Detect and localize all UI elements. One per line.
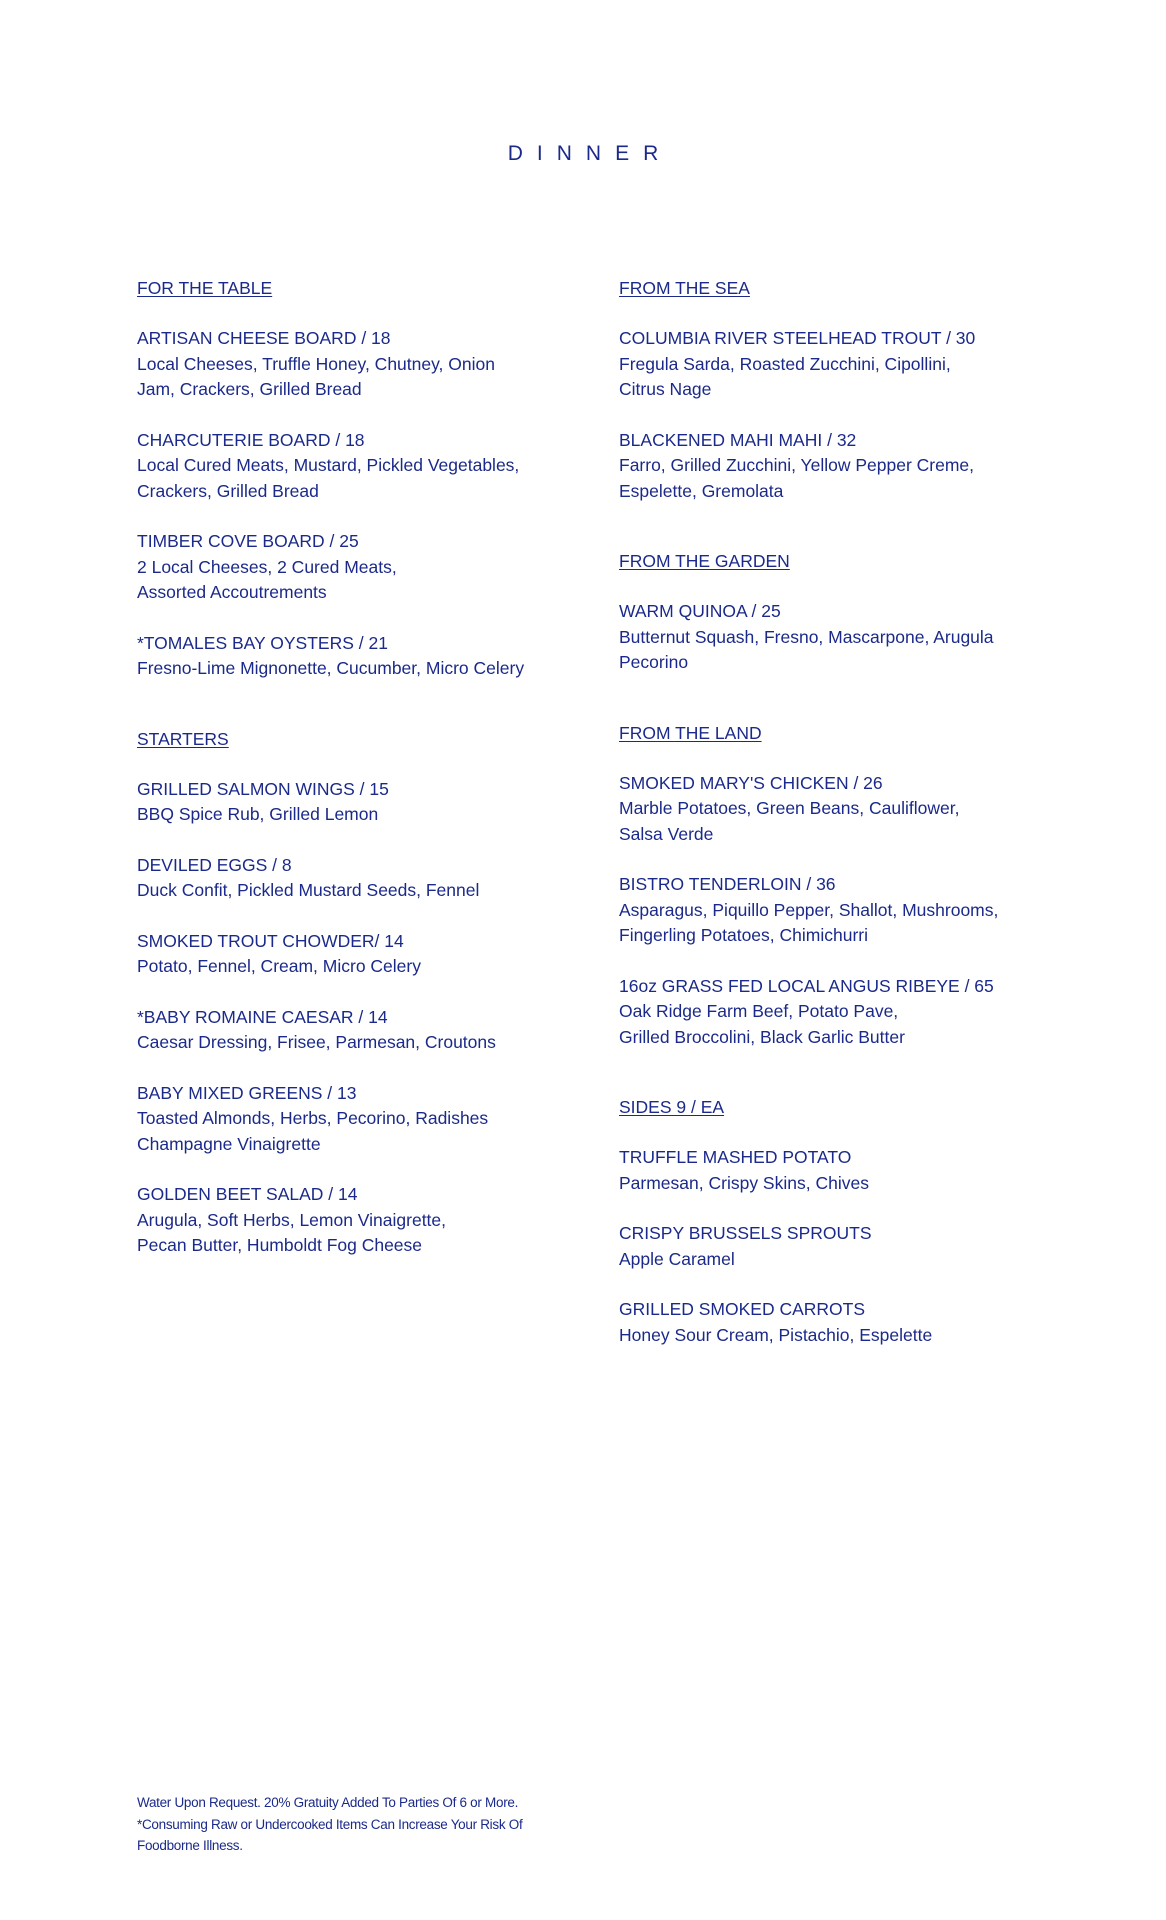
menu-item-name: TRUFFLE MASHED POTATO — [619, 1147, 852, 1167]
menu-item — [137, 929, 577, 980]
menu-item-description: Arugula, Soft Herbs, Lemon Vinaigrette, — [137, 1209, 447, 1230]
menu-item-name: GOLDEN BEET SALAD / 14 — [137, 1184, 358, 1204]
section-heading: STARTERS — [137, 728, 229, 749]
menu-item-description: Fregula Sarda, Roasted Zucchini, Cipollini, — [619, 353, 951, 374]
menu-item-name: COLUMBIA RIVER STEELHEAD TROUT / 30 — [619, 328, 976, 348]
menu-item — [137, 1081, 577, 1158]
section-sides-9-ea — [619, 1095, 1079, 1348]
menu-item-description: Caesar Dressing, Frisee, Parmesan, Croutons — [137, 1032, 496, 1052]
menu-item-name: CRISPY BRUSSELS SPROUTS — [619, 1223, 872, 1243]
menu-item — [619, 1297, 1079, 1348]
menu-item-name: GRILLED SMOKED CARROTS — [619, 1299, 866, 1319]
menu-item-description: Apple Caramel — [619, 1248, 735, 1269]
section-heading: FOR THE TABLE — [137, 278, 273, 298]
left-column — [137, 276, 577, 1284]
menu-item-name: SMOKED MARY'S CHICKEN / 26 — [619, 772, 883, 793]
menu-item-name: WARM QUINOA / 25 — [619, 601, 781, 621]
menu-item-name: BLACKENED MAHI MAHI / 32 — [619, 429, 857, 450]
menu-item-description: Parmesan, Crispy Skins, Chives — [619, 1172, 869, 1193]
menu-item-name: BISTRO TENDERLOIN / 36 — [619, 874, 836, 894]
menu-item — [137, 529, 577, 606]
menu-item — [137, 1005, 577, 1056]
menu-item — [619, 1221, 1079, 1272]
menu-item-description: Fresno-Lime Mignonette, Cucumber, Micro Celery — [137, 658, 525, 678]
menu-item-description: Potato, Fennel, Cream, Micro Celery — [137, 956, 421, 976]
menu-item-description: Citrus Nage — [619, 379, 712, 399]
menu-item-name: 16oz GRASS FED LOCAL ANGUS RIBEYE / 65 — [619, 975, 994, 996]
footer-line: *Consuming Raw or Undercooked Items Can Increase Your Risk Of — [137, 1816, 523, 1832]
menu-item — [619, 974, 1079, 1051]
menu-item-name: TIMBER COVE BOARD / 25 — [137, 531, 359, 551]
menu-item — [619, 599, 1079, 676]
right-column — [619, 276, 1079, 1373]
menu-item-name: ARTISAN CHEESE BOARD / 18 — [137, 328, 391, 348]
menu-item-description: Butternut Squash, Fresno, Mascarpone, Arugula — [619, 626, 994, 647]
section-heading: FROM THE SEA — [619, 278, 750, 298]
footer-notes — [137, 1792, 607, 1857]
menu-item-description: Crackers, Grilled Bread — [137, 480, 319, 501]
menu-item-description: Honey Sour Cream, Pistachio, Espelette — [619, 1324, 933, 1345]
menu-item — [619, 872, 1079, 949]
menu-item — [137, 777, 577, 828]
menu-item-name: *TOMALES BAY OYSTERS / 21 — [137, 632, 388, 653]
menu-item — [137, 853, 577, 904]
menu-item-description: Toasted Almonds, Herbs, Pecorino, Radishes — [137, 1108, 489, 1128]
section-for-the-table — [137, 276, 577, 682]
menu-item-description: Jam, Crackers, Grilled Bread — [137, 379, 362, 399]
menu-item-description: Pecorino — [619, 652, 689, 672]
menu-item — [619, 428, 1079, 505]
menu-item-name: DEVILED EGGS / 8 — [137, 854, 292, 875]
menu-item-description: 2 Local Cheeses, 2 Cured Meats, — [137, 556, 397, 577]
menu-item-name: BABY MIXED GREENS / 13 — [137, 1082, 357, 1103]
menu-item — [137, 326, 577, 403]
menu-item — [137, 428, 577, 505]
menu-item-description: Pecan Butter, Humboldt Fog Cheese — [137, 1235, 423, 1255]
section-from-the-sea — [619, 276, 1079, 504]
menu-item-description: Grilled Broccolini, Black Garlic Butter — [619, 1026, 905, 1047]
menu-item-description: Fingerling Potatoes, Chimichurri — [619, 925, 868, 945]
menu-item-description: Duck Confit, Pickled Mustard Seeds, Fennel — [137, 880, 480, 900]
section-heading: FROM THE LAND — [619, 722, 762, 743]
menu-item-description: Local Cured Meats, Mustard, Pickled Vegetables, — [137, 455, 520, 475]
section-from-the-garden — [619, 549, 1079, 676]
menu-item-description: Espelette, Gremolata — [619, 480, 784, 501]
menu-item-description: Champagne Vinaigrette — [137, 1133, 321, 1154]
menu-item-description: Marble Potatoes, Green Beans, Cauliflower, — [619, 798, 960, 818]
menu-item-description: Salsa Verde — [619, 823, 714, 844]
section-starters — [137, 727, 577, 1259]
menu-item-description: Local Cheeses, Truffle Honey, Chutney, Onion — [137, 353, 495, 374]
section-heading: SIDES 9 / EA — [619, 1097, 725, 1117]
menu-item-description: BBQ Spice Rub, Grilled Lemon — [137, 804, 379, 824]
menu-item-description: Asparagus, Piquillo Pepper, Shallot, Mushrooms, — [619, 899, 999, 920]
menu-title: DINNER — [507, 142, 673, 165]
menu-item-name: *BABY ROMAINE CAESAR / 14 — [137, 1006, 388, 1027]
menu-item-name: SMOKED TROUT CHOWDER/ 14 — [137, 930, 404, 951]
menu-item-description: Assorted Accoutrements — [137, 582, 327, 602]
section-from-the-land — [619, 721, 1079, 1051]
footer-line: Foodborne Illness. — [137, 1838, 243, 1853]
menu-item — [137, 631, 577, 682]
section-heading: FROM THE GARDEN — [619, 551, 790, 571]
menu-item — [619, 1145, 1079, 1196]
menu-item-name: CHARCUTERIE BOARD / 18 — [137, 429, 365, 450]
menu-item — [619, 771, 1079, 848]
menu-item-name: GRILLED SALMON WINGS / 15 — [137, 778, 389, 799]
menu-item-description: Oak Ridge Farm Beef, Potato Pave, — [619, 1001, 899, 1021]
menu-item — [137, 1182, 577, 1259]
menu-item — [619, 326, 1079, 403]
footer-line: Water Upon Request. 20% Gratuity Added To Parties Of 6 or More. — [137, 1795, 519, 1810]
menu-item-description: Farro, Grilled Zucchini, Yellow Pepper Creme, — [619, 455, 975, 475]
